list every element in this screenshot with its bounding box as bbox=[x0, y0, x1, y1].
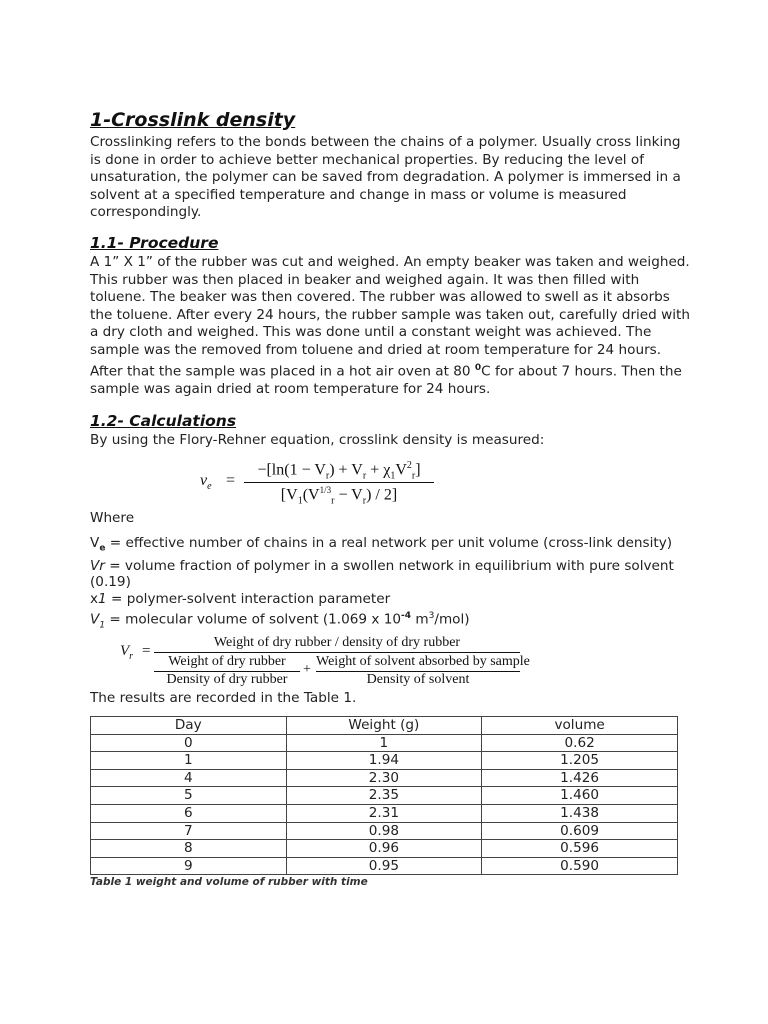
page-title: 1-Crosslink density bbox=[90, 109, 296, 131]
eq2-a-den: Density of dry rubber bbox=[166, 672, 288, 688]
def-ve: $V_e$ = effective number of chains in a real network per unit volume (cross-link density) bbox=[90, 535, 673, 555]
cell-volume: 0.596 bbox=[482, 840, 678, 858]
cell-volume: 0.62 bbox=[482, 734, 678, 752]
table-row bbox=[91, 822, 678, 840]
table-header-row bbox=[91, 716, 678, 734]
table-row bbox=[91, 857, 678, 875]
volume-fraction-equation bbox=[120, 637, 540, 687]
procedure-text-a: A 1” X 1” of the rubber was cut and weighed. An empty beaker was taken and weighed. This rubber was then placed in beaker and weighed again. It was then filled with toluene. The beaker was then covered. The rubber was allowed to swell as it absorbs the toluene. After every 24 hours, the rubber sample was taken out, carefully dried with a dry cloth and weighed. This was done until a constant weight was achieved. The sample was the removed from toluene and dried at room temperature for 24 hours. After that the sample was placed in a hot air oven at 80 bbox=[90, 253, 690, 380]
def-v1: $V_1$ = molecular volume of solvent (1.069 x $10^{-4}$ $m^3/mol$) bbox=[90, 610, 470, 630]
cell-weight: 0.95 bbox=[286, 857, 482, 875]
results-sentence: The results are recorded in the Table 1. bbox=[90, 690, 357, 707]
procedure-heading: 1.1- Procedure bbox=[90, 233, 219, 252]
eq2-plus: + bbox=[303, 662, 311, 678]
cell-day: 6 bbox=[91, 804, 287, 822]
calculations-heading: 1.2- Calculations bbox=[90, 412, 237, 431]
cell-day: 0 bbox=[91, 734, 287, 752]
eq2-main-bar bbox=[154, 652, 520, 653]
cell-weight: 1.94 bbox=[286, 752, 482, 770]
cell-volume: 1.205 bbox=[482, 752, 678, 770]
intro-paragraph: Crosslinking refers to the bonds between the chains of a polymer. Usually cross linking is done in order to achieve better mechanical properties. By reducing the level of unsaturation, the polymer can be saved from degradation. A polymer is immersed in a solvent at a specified temperature and change in mass or volume is measured correspondingly. bbox=[90, 134, 681, 221]
cell-weight: 2.35 bbox=[286, 787, 482, 805]
results-table bbox=[90, 716, 678, 875]
procedure-text-b: C for about 7 hours. Then the sample was again dried at room temperature for 24 hours. bbox=[90, 363, 682, 397]
cell-day: 4 bbox=[91, 769, 287, 787]
cell-weight: 0.96 bbox=[286, 840, 482, 858]
cell-volume: 0.590 bbox=[482, 857, 678, 875]
cell-day: 8 bbox=[91, 840, 287, 858]
document-page bbox=[90, 106, 690, 888]
eq1-denominator: $[V_1(V^{1/3}_r - V_r) / 2]$ bbox=[280, 484, 398, 507]
table-row bbox=[91, 734, 678, 752]
cell-volume: 1.460 bbox=[482, 787, 678, 805]
where-label: Where bbox=[90, 509, 135, 526]
table-row bbox=[91, 787, 678, 805]
calculations-intro: By using the Flory-Rehner equation, crosslink density is measured: bbox=[90, 432, 545, 449]
cell-day: 7 bbox=[91, 822, 287, 840]
definitions bbox=[90, 535, 690, 633]
eq2-a-num: Weight of dry rubber bbox=[168, 654, 286, 670]
table-row bbox=[91, 840, 678, 858]
cell-day: 5 bbox=[91, 787, 287, 805]
eq2-top: Weight of dry rubber / density of dry rubber bbox=[213, 635, 461, 651]
cell-volume: 1.426 bbox=[482, 769, 678, 787]
eq2-b-den: Density of solvent bbox=[366, 672, 470, 688]
eq2-equals: = bbox=[142, 643, 151, 660]
cell-weight: 0.98 bbox=[286, 822, 482, 840]
table-row bbox=[91, 769, 678, 787]
eq2-b-num: Weight of solvent absorbed by sample bbox=[316, 654, 530, 670]
eq1-numerator: $-[\ln(1 - V_r) + V_r + \chi_1V^2_r]$ bbox=[257, 459, 421, 482]
eq1-equals: = bbox=[226, 471, 236, 489]
header-volume: volume bbox=[482, 716, 678, 734]
def-vr: Vr = volume fraction of polymer in a swollen network in equilibrium with pure solvent (0.19) bbox=[90, 557, 674, 591]
eq1-fraction-bar bbox=[244, 482, 434, 483]
flory-rehner-equation bbox=[200, 460, 440, 506]
table-row bbox=[91, 804, 678, 822]
procedure-paragraph bbox=[90, 254, 690, 398]
table-caption: Table 1 weight and volume of rubber with time bbox=[90, 876, 368, 889]
cell-day: 9 bbox=[91, 857, 287, 875]
header-day: Day bbox=[91, 716, 287, 734]
cell-weight: 1 bbox=[286, 734, 482, 752]
cell-weight: 2.31 bbox=[286, 804, 482, 822]
header-weight: Weight (g) bbox=[286, 716, 482, 734]
eq2-lhs: $V_r$ bbox=[120, 643, 134, 663]
def-chi: x1 = polymer-solvent interaction parameter bbox=[90, 590, 391, 607]
cell-volume: 1.438 bbox=[482, 804, 678, 822]
cell-volume: 0.609 bbox=[482, 822, 678, 840]
degree-superscript: 0 bbox=[474, 362, 482, 373]
eq1-lhs: $\nu_e$ bbox=[200, 471, 212, 493]
cell-weight: 2.30 bbox=[286, 769, 482, 787]
table-row bbox=[91, 752, 678, 770]
cell-day: 1 bbox=[91, 752, 287, 770]
